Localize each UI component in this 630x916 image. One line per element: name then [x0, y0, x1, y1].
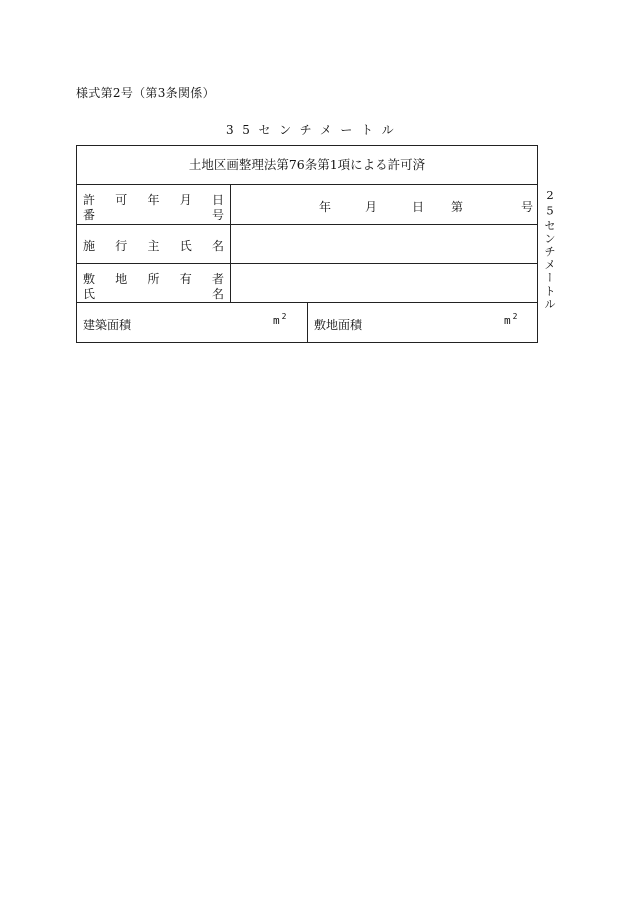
building-area-cell — [77, 303, 308, 342]
year-marker: 年 — [319, 200, 332, 214]
sign-title: 土地区画整理法第76条第1項による許可済 — [77, 146, 537, 185]
site-area-cell — [308, 303, 539, 342]
operator-label-char: 主 — [147, 239, 160, 253]
permit-label-char: 日 — [211, 193, 224, 207]
owner-label — [77, 264, 231, 302]
operator-label-char: 施 — [83, 239, 96, 253]
owner-label-char: 有 — [179, 272, 192, 286]
number-prefix-marker: 第 — [451, 200, 464, 214]
permit-label — [77, 185, 231, 224]
site-area-label: 敷地面積 — [314, 318, 363, 332]
permit-label-char: 許 — [83, 193, 96, 207]
permit-label-char: 年 — [147, 193, 160, 207]
owner-label-char: 地 — [115, 272, 128, 286]
operator-label-char: 行 — [115, 239, 128, 253]
permit-row — [77, 185, 537, 225]
building-area-label: 建築面積 — [83, 318, 132, 332]
permit-sign-table — [76, 145, 538, 343]
owner-label-char: 者 — [211, 272, 224, 286]
owner-label-char: 敷 — [83, 272, 96, 286]
area-row — [77, 303, 537, 342]
owner-row — [77, 264, 537, 303]
operator-row — [77, 225, 537, 264]
day-marker: 日 — [412, 200, 425, 214]
permit-date-number-field — [231, 185, 537, 224]
owner-label-char: 所 — [147, 272, 160, 286]
number-suffix-marker: 号 — [521, 200, 534, 214]
operator-label-char: 名 — [211, 239, 224, 253]
permit-label-char: 月 — [179, 193, 192, 207]
operator-label — [77, 225, 231, 263]
owner-label-char: 氏 — [83, 287, 96, 301]
permit-label-char: 可 — [115, 193, 128, 207]
owner-label-char: 名 — [211, 287, 224, 301]
month-marker: 月 — [365, 200, 378, 214]
form-number-label: 様式第2号（第3条関係） — [76, 86, 215, 100]
permit-label-char: 号 — [211, 208, 224, 222]
height-dimension-label: 25センチメートル — [543, 188, 557, 311]
permit-label-char: 番 — [83, 208, 96, 222]
site-area-unit: m $^2$ — [504, 312, 518, 327]
operator-label-char: 氏 — [179, 239, 192, 253]
width-dimension-label: 35センチメートル — [226, 123, 403, 137]
building-area-unit: m $^2$ — [273, 312, 287, 327]
